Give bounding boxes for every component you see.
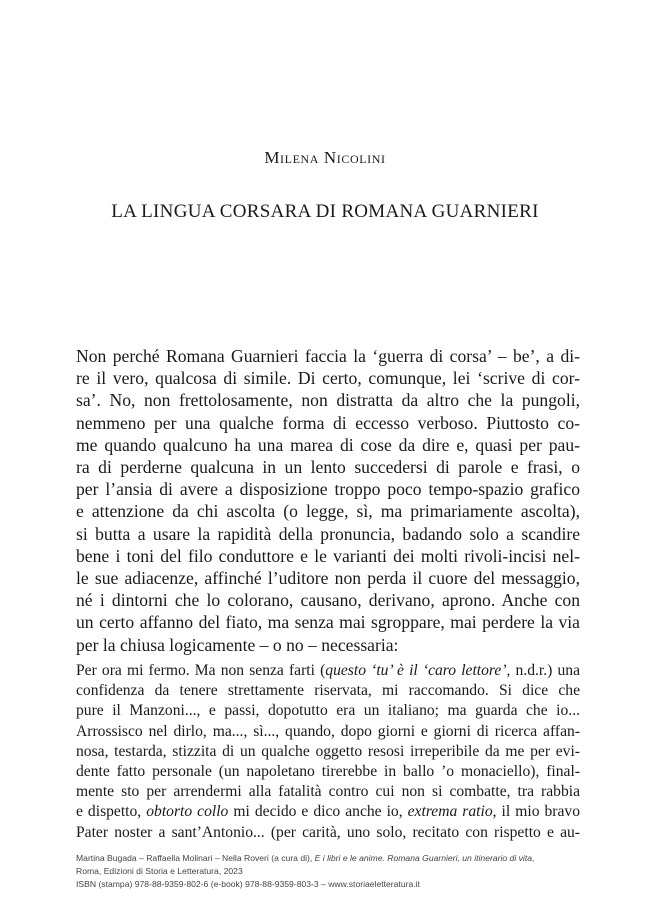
quote-italic: obtorto collo	[146, 803, 229, 821]
quote-line: nosa, testarda, stizzita di un qualche oggetto resosi irreperibile da me per evi-	[76, 742, 580, 760]
quote-line: Arrossisco nel dirlo, ma..., sì..., quando, dopo giorni e giorni di ricerca affan-	[76, 722, 580, 740]
text-line: bene i toni del filo conduttore e le varianti dei molti rivoli-incisi nel-	[76, 545, 580, 566]
footer-publisher: Roma, Edizioni di Storia e Letteratura, 2023	[76, 866, 243, 876]
quote-text: , n.d.r.) una	[506, 662, 580, 679]
body-paragraph	[76, 345, 580, 656]
text-line: sa’. No, non frettolosamente, non distratta da altro che la pungoli,	[76, 390, 580, 411]
text-line: per la chiusa logicamente – o no – necessaria:	[76, 634, 399, 655]
footer-isbn: ISBN (stampa) 978-88-9359-802-6 (e-book) 978-88-9359-803-3 – www.storiaeletteratura.it	[76, 879, 420, 889]
text-line: nemmeno per una qualche forma di eccesso verboso. Piuttosto co-	[76, 412, 580, 433]
essay-title: LA LINGUA CORSARA DI ROMANA GUARNIERI	[111, 201, 539, 222]
page-footer	[76, 852, 586, 891]
quote-text: e dispetto,	[76, 803, 147, 821]
quote-line: pure il Manzoni..., e passi, dopotutto era un italiano; ma guarda che io...	[76, 702, 580, 720]
footer-text: Martina Bugada – Raffaella Molinari – Nella Roveri (a cura di),	[76, 853, 315, 863]
text-line: ra di perderne qualcuna in un lento succedersi di parole e frasi, o	[76, 457, 580, 478]
block-quote	[76, 661, 580, 843]
quote-italic: questo ‘tu’ è il ‘caro lettore’	[325, 662, 507, 679]
text-line: un certo affanno del fiato, ma senza mai sgroppare, mai perdere la via	[76, 612, 580, 633]
text-line: Non perché Romana Guarnieri faccia la ‘guerra di corsa’ – be’, a di-	[76, 346, 580, 366]
text-line: re il vero, qualcosa di simile. Di certo, comunque, lei ‘scrive di cor-	[76, 368, 580, 389]
text-line: me quando qualcuno ha una marea di cose da dire e, quasi per pau-	[76, 434, 580, 455]
quote-italic: extrema ratio	[407, 803, 493, 821]
quote-text: mi decido e dico anche io,	[228, 803, 408, 821]
quote-text: , il mio bravo	[492, 803, 581, 821]
quote-text: Per ora mi fermo. Ma non senza farti (	[76, 662, 326, 679]
quote-line	[76, 661, 580, 681]
quote-line: Pater noster a sant’Antonio... (per carità, uno solo, recitato con rispetto e au-	[76, 823, 580, 841]
text-line: per l’ansia di avere a disposizione troppo poco tempo-spazio grafico	[76, 479, 580, 500]
text-line: si butta a usare la rapidità della pronuncia, badando solo a scandire	[76, 523, 580, 544]
author-name: Milena Nicolini	[264, 148, 386, 167]
text-line: e attenzione da chi ascolta (o legge, sì, ma primariamente ascolta),	[76, 501, 580, 522]
footer-text: ,	[532, 853, 535, 863]
text-line: le sue adiacenze, affinché l’uditore non perda il cuore del messaggio,	[76, 568, 580, 589]
quote-line: mente sto per arrendermi alla fatalità contro cui non si combatte, tra rabbia	[76, 783, 580, 801]
quote-line: confidenza da tenere strettamente riservata, mi raccomando. Si dice che	[76, 682, 580, 700]
footer-citation	[76, 852, 586, 865]
footer-book-title: E i libri e le anime. Romana Guarnieri, un itinerario di vita	[314, 853, 532, 863]
quote-line: dente fatto personale (un napoletano tirerebbe in ballo ’o monaciello), final-	[76, 763, 580, 781]
quote-line	[76, 802, 580, 822]
text-line: né i dintorni che lo colorano, causano, derivano, aprono. Anche con	[76, 590, 580, 611]
